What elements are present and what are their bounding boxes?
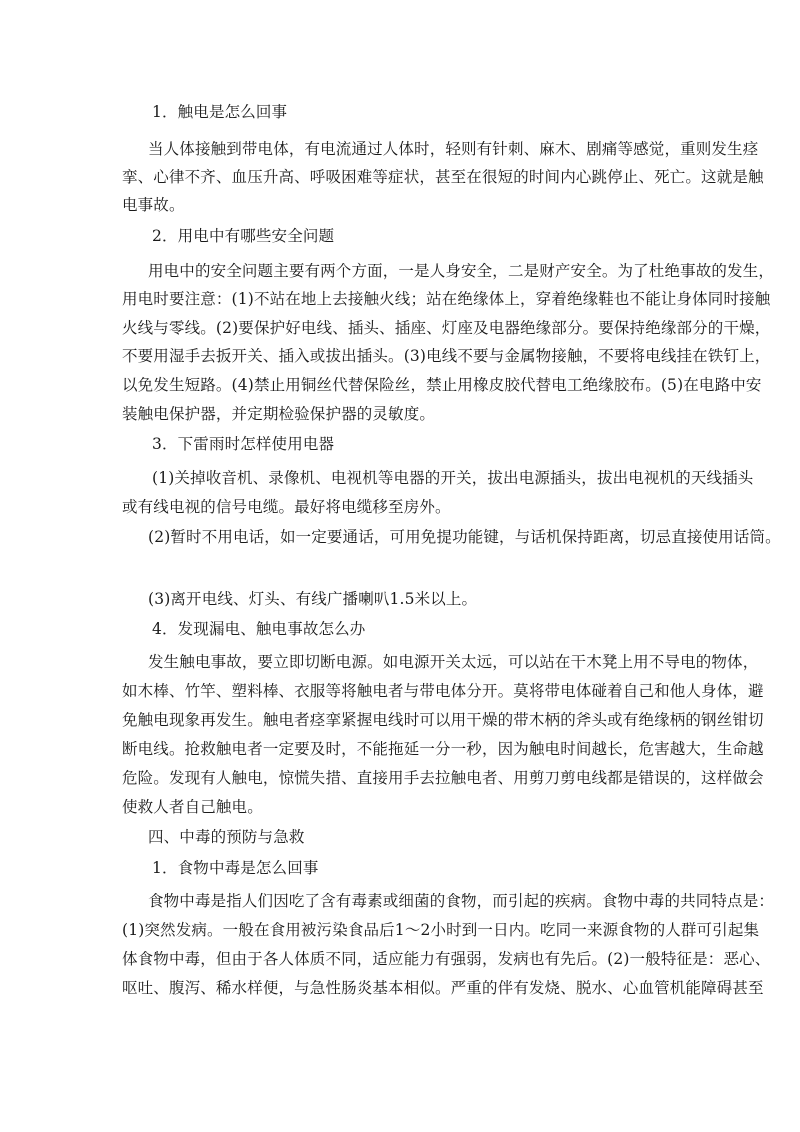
paragraph-line: 免触电现象再发生。触电者痉挛紧握电线时可以用干燥的带木柄的斧头或有绝缘柄的钢丝钳切 xyxy=(122,711,764,729)
paragraph-line: 危险。发现有人触电，惊慌失措、直接用手去拉触电者、用剪刀剪电线都是错误的，这样做会 xyxy=(122,769,764,787)
paragraph-line: (2)暂时不用电话，如一定要通话，可用免提功能键，与话机保持距离，切忌直接使用话筒。 xyxy=(148,528,781,546)
paragraph-line: (3)离开电线、灯头、有线广播喇叭1.5米以上。 xyxy=(148,590,478,608)
heading-food-poisoning: 1．食物中毒是怎么回事 xyxy=(152,859,319,877)
paragraph-line: 火线与零线。(2)要保护好电线、插头、插座、灯座及电器绝缘部分。要保持绝缘部分的干燥， xyxy=(122,319,771,337)
paragraph-line: 使救人者自己触电。 xyxy=(122,798,263,816)
paragraph-line: 发生触电事故，要立即切断电源。如电源开关太远，可以站在干木凳上用不导电的物体， xyxy=(148,653,759,671)
paragraph-line: 体食物中毒，但由于各人体质不同，适应能力有强弱，发病也有先后。(2)一般特征是：恶心、 xyxy=(122,950,771,968)
paragraph-line: (1)突然发病。一般在食用被污染食品后1～2小时到一日内。吃同一来源食物的人群可引起集 xyxy=(122,921,760,939)
heading-thunderstorm: 3．下雷雨时怎样使用电器 xyxy=(152,435,335,453)
paragraph-line: 断电线。抢救触电者一定要及时，不能拖延一分一秒，因为触电时间越长，危害越大，生命越 xyxy=(122,740,764,758)
paragraph-line: 电事故。 xyxy=(122,196,185,214)
paragraph-line: 用电时要注意：(1)不站在地上去接触火线；站在绝缘体上，穿着绝缘鞋也不能让身体同时接触 xyxy=(122,290,771,308)
paragraph-line: 挛、心律不齐、血压升高、呼吸困难等症状，甚至在很短的时间内心跳停止、死亡。这就是触 xyxy=(122,168,764,186)
paragraph-line: 或有线电视的信号电缆。最好将电缆移至房外。 xyxy=(122,498,451,516)
paragraph-line: (1)关掉收音机、录像机、电视机等电器的开关，拔出电源插头，拔出电视机的天线插头 xyxy=(152,469,754,487)
heading-electric-safety: 2．用电中有哪些安全问题 xyxy=(152,227,335,245)
paragraph-line: 呕吐、腹泻、稀水样便，与急性肠炎基本相似。严重的伴有发烧、脱水、心血管机能障碍甚至 xyxy=(122,979,764,997)
paragraph-line: 食物中毒是指人们因吃了含有毒素或细菌的食物，而引起的疾病。食物中毒的共同特点是： xyxy=(148,892,775,910)
heading-electric-shock: 1．触电是怎么回事 xyxy=(152,103,288,121)
paragraph-line: 装触电保护器，并定期检验保护器的灵敏度。 xyxy=(122,405,436,423)
paragraph-line: 如木棒、竹竿、塑料棒、衣服等将触电者与带电体分开。莫将带电体碰着自己和他人身体，避 xyxy=(122,682,764,700)
heading-leakage: 4．发现漏电、触电事故怎么办 xyxy=(152,620,366,638)
paragraph-line: 以免发生短路。(4)禁止用铜丝代替保险丝，禁止用橡皮胶代替电工绝缘胶布。(5)在电路中安 xyxy=(122,376,762,394)
paragraph-line: 当人体接触到带电体，有电流通过人体时，轻则有针刺、麻木、剧痛等感觉，重则发生痉 xyxy=(148,140,759,158)
paragraph-line: 不要用湿手去扳开关、插入或拔出插头。(3)电线不要与金属物接触，不要将电线挂在铁钉上， xyxy=(122,347,771,365)
section-heading-poisoning: 四、中毒的预防与急救 xyxy=(148,828,305,846)
paragraph-line: 用电中的安全问题主要有两个方面，一是人身安全，二是财产安全。为了杜绝事故的发生， xyxy=(148,262,775,280)
